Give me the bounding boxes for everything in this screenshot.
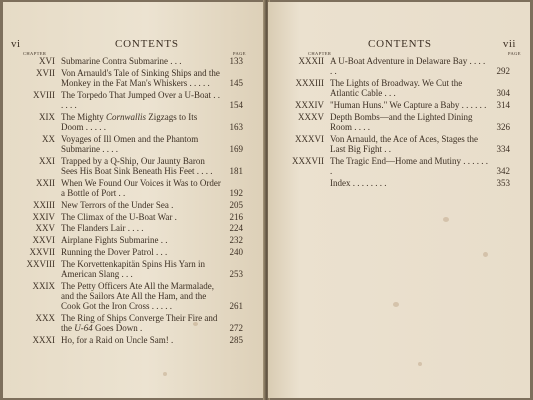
chapter-title: A U-Boat Adventure in Delaware Bay . . . . . . xyxy=(330,56,486,77)
chapter-title: Von Arnauld, the Ace of Aces, Stages the Last Big Fight . . xyxy=(330,133,479,154)
toc-entry xyxy=(11,335,243,345)
chapter-page: 169 xyxy=(229,144,243,154)
chapter-number: XXXV xyxy=(298,111,324,122)
chapter-number: XXXVI xyxy=(295,133,324,144)
chapter-number: XXII xyxy=(36,177,55,188)
toc-entry xyxy=(11,223,243,233)
chapter-title: Airplane Fights Submarine . . xyxy=(61,235,168,246)
chapter-number: XXIV xyxy=(32,211,55,222)
toc-entry xyxy=(280,100,510,110)
chapter-page: 326 xyxy=(496,122,510,132)
chapter-number: XXX xyxy=(35,312,55,323)
chapter-number: XXXI xyxy=(32,334,55,345)
toc-entry xyxy=(11,247,243,257)
chapter-page: 205 xyxy=(229,199,243,210)
chapter-page: 261 xyxy=(229,301,243,312)
foxing-spot xyxy=(443,217,449,222)
running-head: CONTENTS xyxy=(115,38,179,50)
chapter-column-head: CHAPTER xyxy=(308,51,332,56)
page-column-head: PAGE xyxy=(508,51,521,56)
toc-entry xyxy=(11,200,243,210)
chapter-title: The Flanders Lair . . . . xyxy=(61,223,144,234)
chapter-number: XVIII xyxy=(33,89,55,100)
page-number: vi xyxy=(11,38,21,50)
toc-entry xyxy=(11,212,243,222)
toc-entry xyxy=(11,134,243,154)
chapter-number: XXI xyxy=(39,155,55,166)
chapter-number: XX xyxy=(42,133,55,144)
toc-entry xyxy=(11,235,243,245)
page-number: vii xyxy=(502,38,516,50)
toc-entry xyxy=(11,156,243,176)
toc-entry xyxy=(280,78,510,98)
foxing-spot xyxy=(193,322,198,326)
contents-list xyxy=(280,56,510,190)
chapter-title: The Tragic End—Home and Mutiny . . . . . . . xyxy=(330,155,488,176)
chapter-title: The Mighty Cornwallis Zigzags to Its Doom . . . . . xyxy=(61,111,198,132)
toc-entry xyxy=(280,56,510,76)
chapter-title: Index . . . . . . . . xyxy=(330,177,387,188)
chapter-page: 353 xyxy=(496,177,510,188)
chapter-title: Voyages of Ill Omen and the Phantom Submarine . . . . xyxy=(61,133,199,154)
chapter-page: 216 xyxy=(229,211,243,222)
chapter-page: 163 xyxy=(229,122,243,132)
chapter-number: XXXIV xyxy=(295,100,324,110)
toc-entry xyxy=(11,281,243,312)
chapter-number: XXXIII xyxy=(295,78,324,88)
chapter-title: Depth Bombs—and the Lighted Dining Room . . . . xyxy=(330,111,473,132)
toc-entry xyxy=(11,313,243,333)
chapter-title: The Petty Officers Ate All the Marmalade, and the Sailors Ate All the Ham, and the Cook Got the Iron Cross . . . . . xyxy=(61,280,215,312)
chapter-title: "Human Huns." We Capture a Baby . . . . . . xyxy=(330,100,487,110)
foxing-spot xyxy=(418,362,422,366)
chapter-page: 334 xyxy=(496,144,510,154)
chapter-number: XXIX xyxy=(32,280,55,291)
chapter-title: New Terrors of the Under Sea . xyxy=(61,199,174,210)
chapter-number: XXVIII xyxy=(26,258,55,269)
chapter-number: XXV xyxy=(35,223,55,234)
chapter-page: 224 xyxy=(229,223,243,234)
chapter-number: XVII xyxy=(36,67,55,78)
chapter-page: 272 xyxy=(229,323,243,334)
chapter-number: XXXVII xyxy=(292,155,324,166)
chapter-page: 240 xyxy=(229,246,243,257)
chapter-page: 314 xyxy=(496,100,510,110)
chapter-page: 145 xyxy=(229,78,243,88)
chapter-page: 253 xyxy=(229,268,243,279)
right-page xyxy=(268,2,530,398)
toc-entry xyxy=(11,56,243,66)
chapter-title: When We Found Our Voices it Was to Order a Bottle of Port . . xyxy=(61,177,221,198)
foxing-spot xyxy=(483,252,488,257)
chapter-number: XVI xyxy=(39,56,55,66)
chapter-page: 133 xyxy=(229,56,243,66)
toc-entry xyxy=(11,90,243,110)
page-column-head: PAGE xyxy=(233,51,246,56)
toc-entry xyxy=(11,178,243,198)
chapter-number: XXVII xyxy=(29,246,55,257)
chapter-title: Von Arnauld's Tale of Sinking Ships and the Monkey in the Fat Man's Whiskers . . . . . xyxy=(61,67,220,88)
chapter-number: XIX xyxy=(39,111,55,122)
chapter-page: 232 xyxy=(229,235,243,246)
toc-entry xyxy=(280,112,510,132)
chapter-title: The Climax of the U-Boat War . xyxy=(61,211,177,222)
toc-entry xyxy=(11,68,243,88)
chapter-page: 342 xyxy=(496,166,510,176)
chapter-number: XXIII xyxy=(33,199,55,210)
chapter-title: The Torpedo That Jumped Over a U-Boat . . . . . . xyxy=(61,89,220,110)
chapter-title: The Lights of Broadway. We Cut the Atlantic Cable . . . xyxy=(330,78,463,99)
chapter-number: XXVI xyxy=(32,235,55,246)
chapter-page: 154 xyxy=(229,100,243,110)
toc-entry xyxy=(280,134,510,154)
chapter-title: The Korvettenkapitän Spins His Yarn in American Slang . . . xyxy=(61,258,205,279)
contents-list xyxy=(11,56,243,347)
chapter-column-head: CHAPTER xyxy=(23,51,47,56)
chapter-page: 192 xyxy=(229,188,243,198)
toc-entry xyxy=(11,259,243,279)
chapter-title: Submarine Contra Submarine . . . xyxy=(61,56,182,66)
toc-entry xyxy=(280,156,510,176)
chapter-title: Trapped by a Q-Ship, Our Jaunty Baron Sees His Boat Sink Beneath His Feet . . . . xyxy=(61,155,213,176)
toc-entry xyxy=(280,178,510,188)
chapter-title: Ho, for a Raid on Uncle Sam! . xyxy=(61,334,174,345)
chapter-title: The Ring of Ships Converge Their Fire and the U-64 Goes Down . xyxy=(61,312,218,334)
chapter-page: 285 xyxy=(229,334,243,345)
left-page xyxy=(3,2,265,398)
chapter-page: 304 xyxy=(496,88,510,99)
foxing-spot xyxy=(163,372,167,376)
chapter-number: XXXII xyxy=(298,56,324,66)
chapter-page: 292 xyxy=(496,66,510,77)
toc-entry xyxy=(11,112,243,132)
chapter-page: 181 xyxy=(229,166,243,176)
foxing-spot xyxy=(393,302,399,307)
chapter-title: Running the Dover Patrol . . . xyxy=(61,246,168,257)
running-head: CONTENTS xyxy=(368,38,432,50)
